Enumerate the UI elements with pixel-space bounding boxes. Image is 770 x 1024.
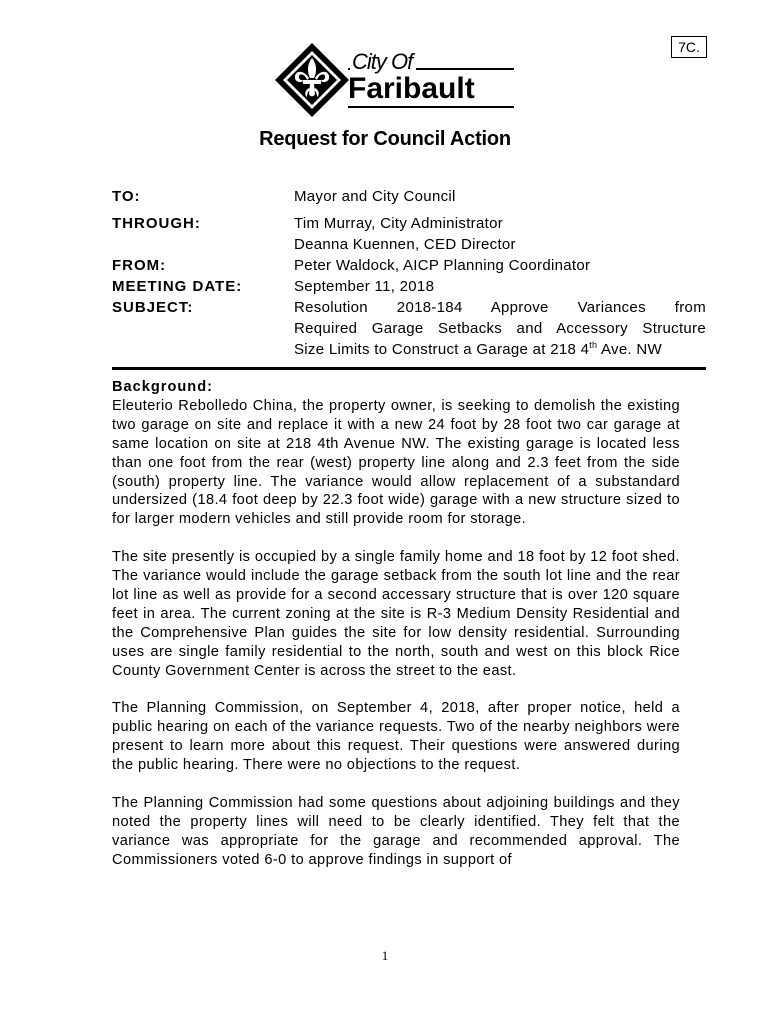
background-paragraph-1: Eleuterio Rebolledo China, the property owner, is seeking to demolish the existing two garage on site and replace it with a new 24 foot by 28 foot two car garage at same location on site at 218 4th Avenue NW. The existing garage is located less than one foot from the rear (west) property line along and 2.3 feet from the side (south) property line. The variance would allow replacement of a substandard undersized (18.4 foot deep by 22.3 foot wide) garage with a new structure sized to for larger modern vehicles and still provide room for storage. — [112, 397, 680, 528]
page-title: Request for Council Action — [259, 128, 511, 150]
background-paragraph-3: The Planning Commission, on September 4, 2018, after proper notice, held a public hearing on each of the variance requests. Two of the nearby neighbors were present to learn more about this request. Their questions were answered during the public hearing. There were no objections to the request. — [112, 700, 680, 774]
memo-row-to — [112, 186, 706, 207]
logo-city-text: City Of — [350, 50, 416, 74]
background-paragraph-4: The Planning Commission had some questions about adjoining buildings and they noted the property lines will need to be clearly identified. They felt that the variance was appropriate for the garage and recommended approval. The Commissioners voted 6-0 to approve findings in support of — [112, 794, 680, 868]
logo-rule-bottom — [348, 106, 514, 108]
through-value-line-2: Deanna Kuennen, CED Director — [294, 236, 516, 253]
memo-header — [112, 186, 706, 360]
agenda-item-tag: 7C. — [671, 36, 707, 58]
background-section — [112, 378, 680, 888]
through-value — [294, 213, 706, 255]
through-label: THROUGH: — [112, 215, 201, 232]
subject-value — [294, 297, 706, 360]
background-paragraph-2: The site presently is occupied by a single family home and 18 foot by 12 foot shed. The variance would include the garage setback from the south lot line and the rear lot line as well as provide for a second accessary structure that is over 120 square feet in area. The current zoning at the site is R-3 Medium Density Residential and the Comprehensive Plan guides the site for low density residential. Surrounding uses are single family residential to the north, south and west on this block Rice County Government Center is across the street to the east. — [112, 549, 680, 679]
subject-line-2: Required Garage Setbacks and Accessory Structure — [294, 320, 706, 337]
through-value-line-1: Tim Murray, City Administrator — [294, 215, 504, 232]
subject-line-3-tail: Ave. NW — [597, 341, 663, 358]
header-divider — [112, 367, 706, 370]
city-logo — [272, 40, 522, 124]
to-value: Mayor and City Council — [294, 188, 456, 205]
subject-line-3-text: Size Limits to Construct a Garage at 218 4 — [294, 341, 590, 358]
meeting-date-label: MEETING DATE: — [112, 278, 243, 295]
fleur-de-lis-icon — [274, 42, 350, 118]
from-label: FROM: — [112, 257, 167, 274]
memo-row-subject — [112, 297, 706, 360]
subject-line-1: Resolution 2018-184 Approve Variances from — [294, 299, 706, 316]
page-number: 1 — [381, 948, 389, 963]
background-heading: Background: — [112, 379, 213, 395]
memo-row-from — [112, 255, 706, 276]
from-value: Peter Waldock, AICP Planning Coordinator — [294, 257, 591, 274]
logo-name-text: Faribault — [348, 72, 475, 105]
subject-line-3-superscript: th — [589, 340, 598, 350]
memo-row-meeting-date — [112, 276, 706, 297]
memo-row-through — [112, 213, 706, 255]
subject-label: SUBJECT: — [112, 299, 194, 316]
meeting-date-value: September 11, 2018 — [294, 278, 435, 295]
subject-line-3 — [294, 339, 706, 360]
to-label: TO: — [112, 188, 141, 205]
